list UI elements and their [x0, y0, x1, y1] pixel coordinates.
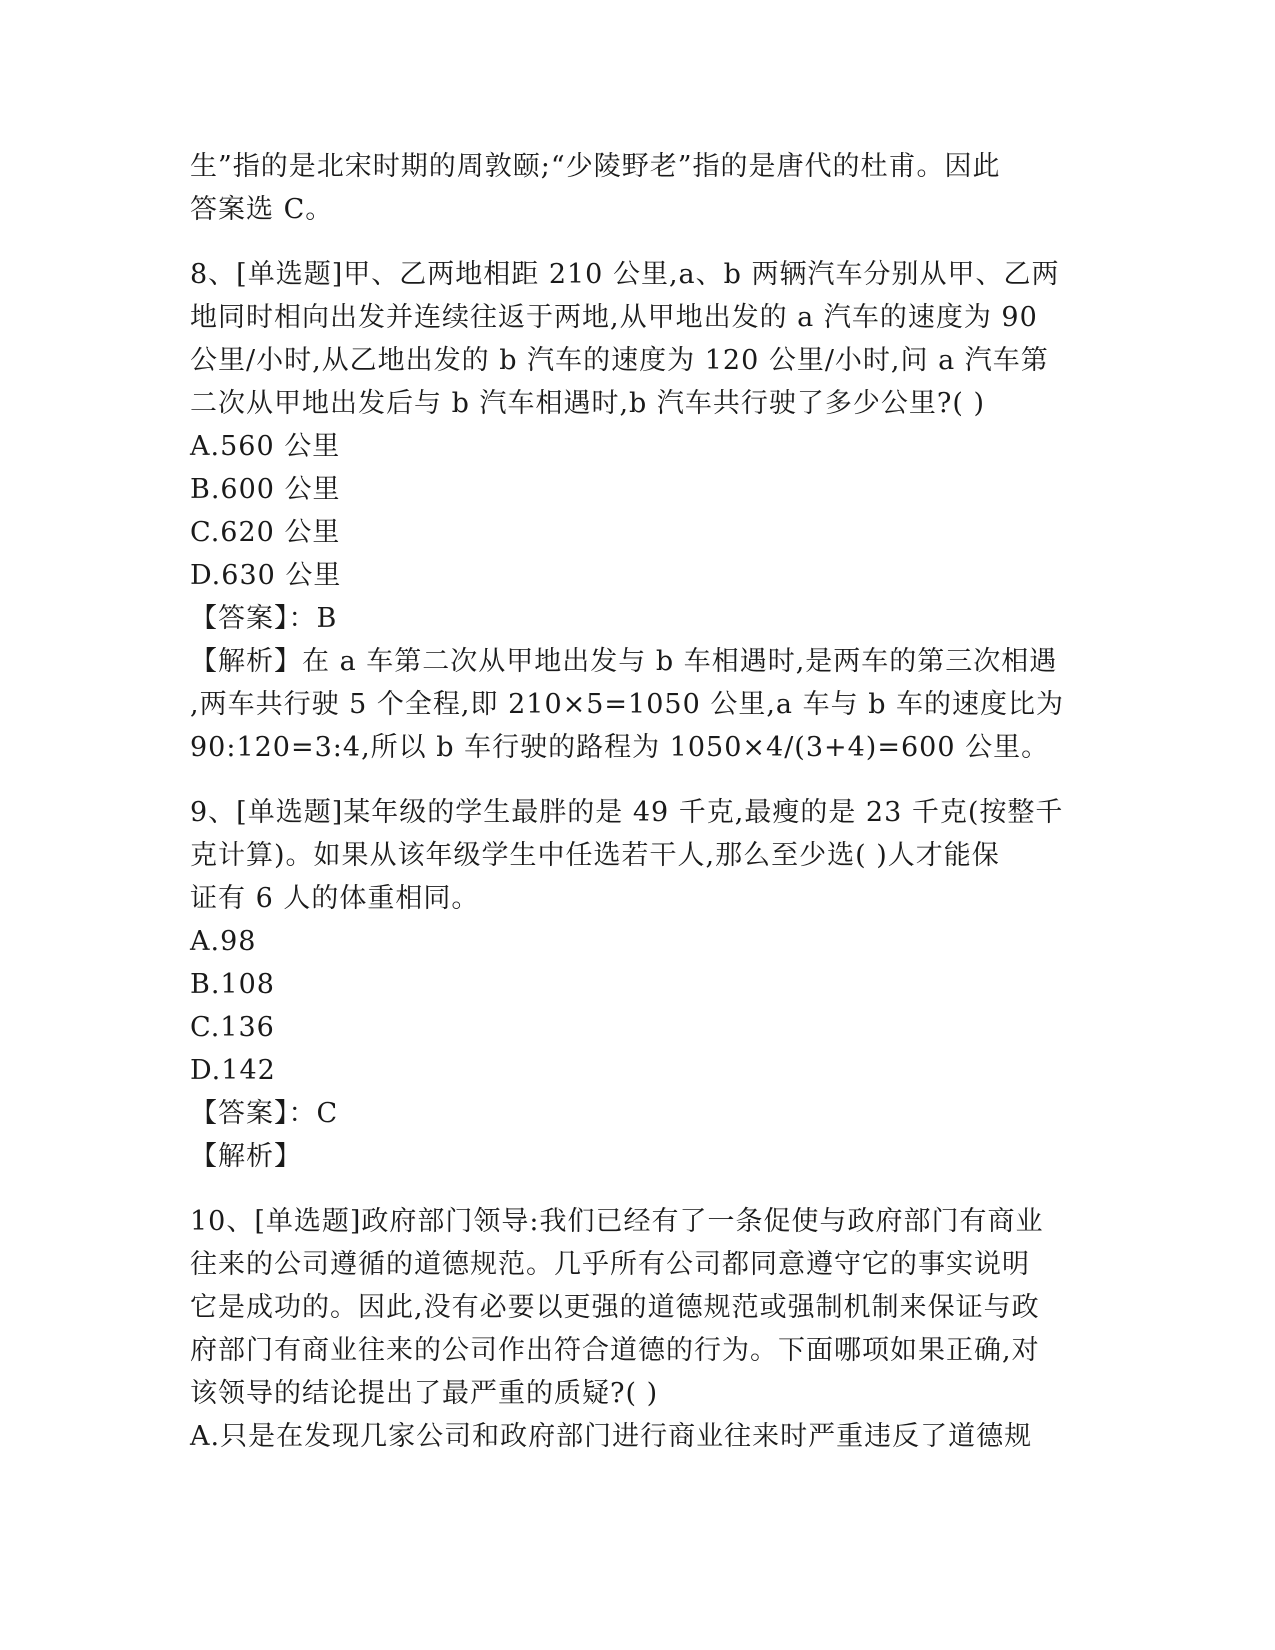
- question-stem-line: 府部门有商业往来的公司作出符合道德的行为。下面哪项如果正确,对: [190, 1335, 1040, 1366]
- answer-line: 【答案】：C: [190, 1098, 339, 1129]
- question-stem-line: 公里/小时,从乙地出发的 b 汽车的速度为 120 公里/小时,问 a 汽车第: [190, 345, 1049, 376]
- question-stem-line: 证有 6 人的体重相同。: [190, 883, 480, 914]
- analysis-line: 【解析】: [190, 1141, 302, 1172]
- question-9: [190, 791, 1090, 1178]
- analysis-line: ,两车共行驶 5 个全程,即 210×5=1050 公里,a 车与 b 车的速度比为: [190, 689, 1065, 720]
- option-a: A.98: [190, 926, 257, 957]
- option-b: B.108: [190, 969, 275, 1000]
- option-d: D.630 公里: [190, 560, 342, 591]
- question-stem-line: 往来的公司遵循的道德规范。几乎所有公司都同意遵守它的事实说明: [190, 1249, 1030, 1280]
- question-stem-line: 二次从甲地出发后与 b 汽车相遇时,b 汽车共行驶了多少公里?( ): [190, 388, 986, 419]
- question-stem-line: 8、[单选题]甲、乙两地相距 210 公里,a、b 两辆汽车分别从甲、乙两: [190, 259, 1060, 290]
- question-stem-line: 地同时相向出发并连续往返于两地,从甲地出发的 a 汽车的速度为 90: [190, 302, 1038, 333]
- intro-line: 答案选 C。: [190, 194, 334, 225]
- analysis-line: 90:120=3:4,所以 b 车行驶的路程为 1050×4/(3+4)=600 公里。: [190, 732, 1050, 763]
- option-b: B.600 公里: [190, 474, 341, 505]
- question-stem-line: 它是成功的。因此,没有必要以更强的道德规范或强制机制来保证与政: [190, 1292, 1040, 1323]
- option-a: A.560 公里: [190, 431, 341, 462]
- option-a: A.只是在发现几家公司和政府部门进行商业往来时严重违反了道德规: [190, 1421, 1033, 1452]
- question-stem-line: 10、[单选题]政府部门领导:我们已经有了一条促使与政府部门有商业: [190, 1206, 1044, 1237]
- question-10: [190, 1200, 1090, 1458]
- option-d: D.142: [190, 1055, 276, 1086]
- option-c: C.620 公里: [190, 517, 341, 548]
- question-stem-line: 9、[单选题]某年级的学生最胖的是 49 千克,最瘦的是 23 千克(按整千: [190, 797, 1064, 828]
- intro-line: 生”指的是北宋时期的周敦颐;“少陵野老”指的是唐代的杜甫。因此: [190, 151, 1001, 182]
- intro-paragraph: [190, 145, 1090, 231]
- analysis-line: 【解析】在 a 车第二次从甲地出发与 b 车相遇时,是两车的第三次相遇: [190, 646, 1058, 677]
- option-c: C.136: [190, 1012, 275, 1043]
- question-8: [190, 253, 1090, 769]
- answer-line: 【答案】：B: [190, 603, 338, 634]
- question-stem-line: 克计算)。如果从该年级学生中任选若干人,那么至少选( )人才能保: [190, 840, 1000, 871]
- document-page: [190, 145, 1090, 1458]
- question-stem-line: 该领导的结论提出了最严重的质疑?( ): [190, 1378, 659, 1409]
